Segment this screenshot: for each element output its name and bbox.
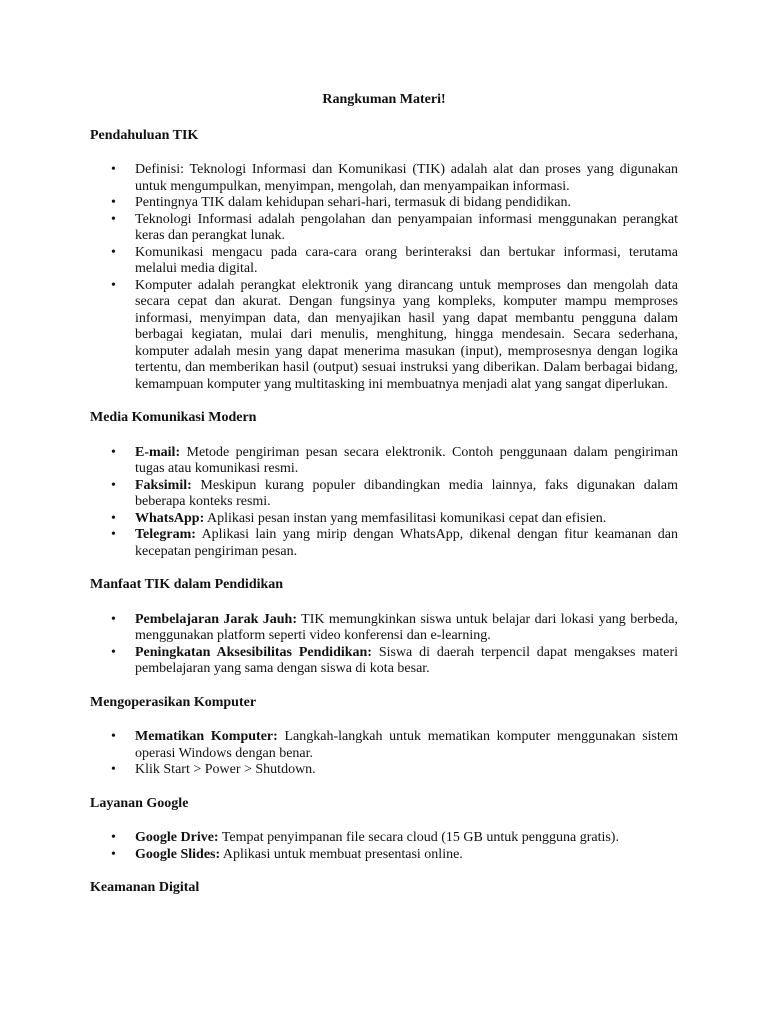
document-body (90, 128, 678, 897)
bullet-list (90, 729, 678, 779)
bullet-list (90, 445, 678, 561)
bullet-icon: • (111, 527, 116, 542)
item-text: Meskipun kurang populer dibandingkan media lainnya, faks digunakan dalam beberapa konteks resmi. (135, 477, 678, 509)
item-term: WhatsApp: (135, 510, 205, 526)
bullet-icon: • (111, 195, 116, 210)
item-term: Telegram: (135, 527, 196, 542)
item-term: Faksimil: (135, 477, 192, 493)
item-term: Google Drive: (135, 830, 219, 845)
list-item (90, 445, 678, 478)
bullet-icon: • (111, 211, 116, 227)
list-item (90, 847, 678, 864)
list-item (90, 645, 678, 678)
list-item (90, 245, 678, 278)
item-text: Aplikasi untuk membuat presentasi online. (220, 846, 463, 862)
list-item (90, 612, 678, 645)
section-heading: Pendahuluan TIK (90, 127, 199, 143)
list-item (90, 762, 678, 779)
item-text: Metode pengiriman pesan secara elektronik. Contoh penggunaan dalam pengiriman tugas atau komunikasi resmi. (135, 444, 678, 476)
list-item (90, 511, 678, 528)
item-term: Pembelajaran Jarak Jauh: (135, 611, 297, 627)
bullet-icon: • (111, 510, 116, 526)
bullet-icon: • (111, 162, 116, 177)
list-item (90, 478, 678, 511)
bullet-icon: • (111, 477, 116, 493)
bullet-icon: • (111, 244, 116, 260)
item-text: Komunikasi mengacu pada cara-cara orang berinteraksi dan bertukar informasi, terutama melalui media digital. (135, 244, 678, 276)
bullet-icon: • (111, 846, 116, 862)
item-term: Peningkatan Aksesibilitas Pendidikan: (135, 644, 372, 660)
item-text: Langkah-langkah untuk mematikan komputer menggunakan sistem operasi Windows dengan benar. (135, 729, 679, 761)
item-text: Teknologi Informasi adalah pengolahan dan penyampaian informasi menggunakan perangkat keras dan perangkat lunak. (135, 211, 678, 243)
list-item (90, 278, 678, 394)
list-item (90, 527, 678, 560)
section-heading: Keamanan Digital (90, 880, 200, 895)
bullet-icon: • (111, 644, 116, 660)
bullet-list (90, 162, 678, 393)
bullet-icon: • (111, 277, 116, 293)
item-text: Aplikasi lain yang mirip dengan WhatsApp, dikenal dengan fitur keamanan dan kecepatan pengiriman pesan. (135, 527, 678, 559)
bullet-icon: • (111, 729, 116, 744)
list-item (90, 162, 678, 195)
section-heading: Media Komunikasi Modern (90, 410, 257, 425)
item-text: Aplikasi pesan instan yang memfasilitasi komunikasi cepat dan efisien. (204, 510, 607, 526)
bullet-icon: • (111, 830, 116, 845)
bullet-list (90, 612, 678, 678)
item-text: Pentingnya TIK dalam kehidupan sehari-hari, termasuk di bidang pendidikan. (135, 195, 571, 210)
section-heading: Layanan Google (90, 795, 189, 811)
item-text: Definisi: Teknologi Informasi dan Komunikasi (TIK) adalah alat dan proses yang digunakan untuk mengumpulkan, menyimpan, mengolah, dan menyampaikan informasi. (135, 162, 678, 194)
item-term: Mematikan Komputer: (135, 729, 278, 744)
section-heading: Manfaat TIK dalam Pendidikan (90, 577, 284, 592)
list-item (90, 195, 678, 212)
section-heading: Mengoperasikan Komputer (90, 694, 257, 710)
item-text: TIK memungkinkan siswa untuk belajar dari lokasi yang berbeda, menggunakan platform seperti video konferensi dan e-learning. (135, 611, 678, 643)
item-text: Tempat penyimpanan file secara cloud (15 GB untuk pengguna gratis). (218, 830, 619, 845)
item-text: Siswa di daerah terpencil dapat mengakses materi pembelajaran yang sama dengan siswa di kota besar. (135, 644, 678, 676)
bullet-icon: • (111, 611, 116, 627)
item-text: Klik Start > Power > Shutdown. (135, 762, 316, 777)
item-term: Google Slides: (135, 846, 221, 862)
bullet-list (90, 830, 678, 863)
bullet-icon: • (111, 444, 116, 460)
item-term: E-mail: (135, 444, 181, 460)
bullet-icon: • (111, 762, 116, 777)
list-item (90, 729, 678, 762)
item-text: Komputer adalah perangkat elektronik yang dirancang untuk memproses dan mengolah data secara cepat dan akurat. Dengan fungsinya yang kompleks, komputer mampu memproses informasi, menyimpan data, dan menyajikan hasil yang dapat membantu pengguna dalam berbagai kegiatan, mulai dari menulis, menghitung, hingga mendesain. Secara sederhana, komputer adalah mesin yang dapat menerima masukan (input), memprosesnya dengan logika tertentu, dan memberikan hasil (output) sesuai instruksi yang diberikan. Dalam berbagai bidang, kemampuan komputer yang multitasking ini membuatnya menjadi alat yang sangat diperlukan. (135, 277, 678, 392)
list-item (90, 830, 678, 847)
list-item (90, 212, 678, 245)
document-title: Rangkuman Materi! (322, 92, 446, 107)
